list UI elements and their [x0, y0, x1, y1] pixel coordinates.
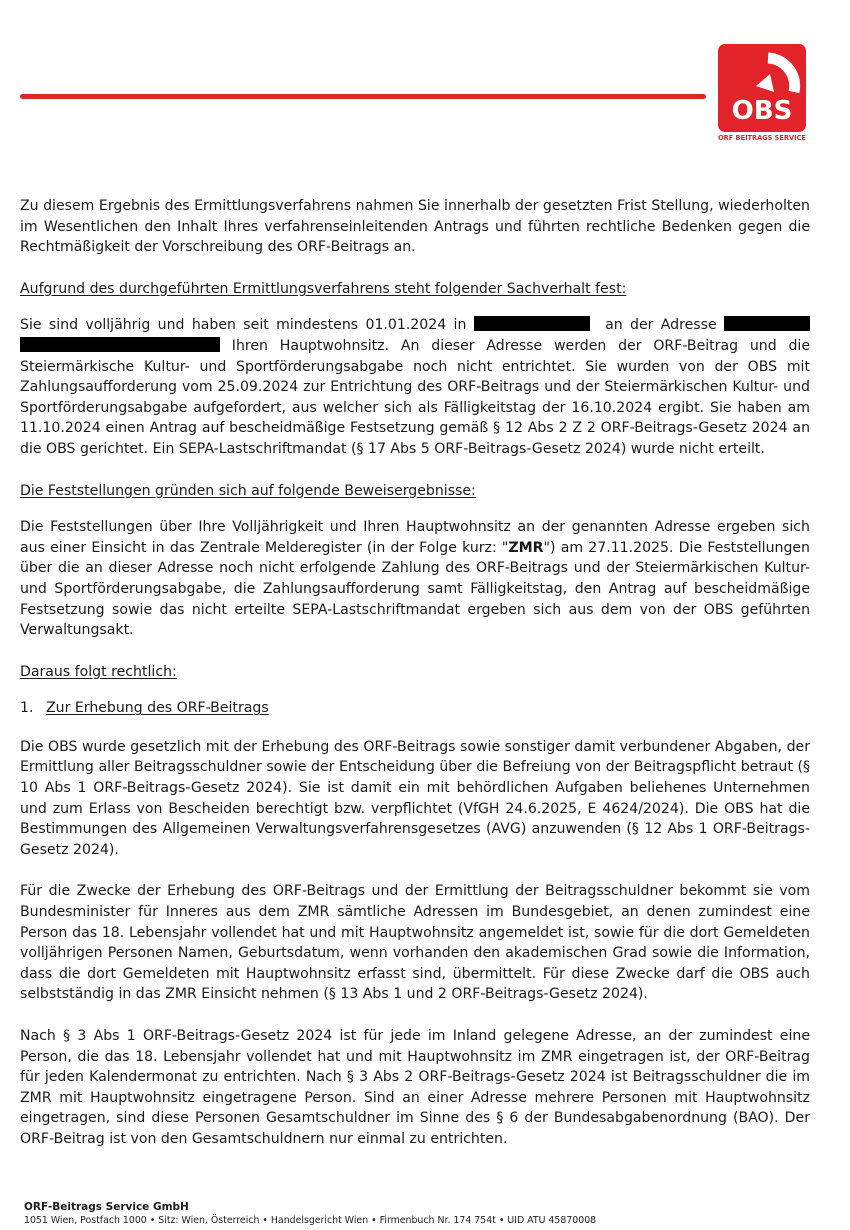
heading-rechtlich: Daraus folgt rechtlich:: [20, 663, 177, 680]
section-1-heading: [20, 698, 810, 719]
paragraph-sachverhalt: [20, 315, 810, 459]
paragraph-beweisergebnisse: [20, 517, 810, 641]
redacted-address-part1: [724, 316, 810, 331]
sachverhalt-text-a: Sie sind volljährig und haben seit mindestens 01.01.2024 in: [20, 317, 467, 334]
beweis-text-b: ") am 27.11.2025. Die Feststellungen über die an dieser Adresse noch nicht erfolgende Zahlung des ORF-Beitrags und der Steiermärkischen Kultur- und Sportförderungsabgabe, die Zahlungsaufforderung samt Fälligkeitstag, den Antrag auf bescheidmäßige Festsetzung sowie das nicht erteilte SEPA-Lastschriftmandat ergeben sich aus dem von der OBS geführten Verwaltungsakt.: [20, 539, 810, 639]
heading-beweisergebnisse: Die Feststellungen gründen sich auf folgende Beweisergebnisse:: [20, 482, 476, 499]
footer-company-name: ORF-Beitrags Service GmbH: [24, 1201, 189, 1213]
paragraph-intro: Zu diesem Ergebnis des Ermittlungsverfahrens nahmen Sie innerhalb der gesetzten Frist Stellung, wiederholten im Wesentlichen den Inhalt Ihres verfahrenseinleitenden Antrags und führten rechtliche Bedenken gegen die Rechtmäßigkeit der Vorschreibung des ORF-Beitrags an.: [20, 198, 810, 256]
paragraph-obs-befugnis: Die OBS wurde gesetzlich mit der Erhebung des ORF-Beitrags sowie sonstiger damit verbundener Abgaben, der Ermittlung aller Beitragsschuldner sowie der Entscheidung über die Befreiung von der Beitragspflicht betraut (§ 10 Abs 1 ORF-Beitrags-Gesetz 2024). Sie ist damit ein mit behördlichen Aufgaben beliehenes Unternehmen und zum Erlass von Bescheiden berechtigt bzw. verpflichtet (VfGH 24.6.2025, E 4624/2024). Die OBS hat die Bestimmungen des Allgemeinen Verwaltungsverfahrensgesetzes (AVG) anzuwenden (§ 12 Abs 1 ORF-Beitrags-Gesetz 2024).: [20, 738, 810, 858]
footer-company-details: 1051 Wien, Postfach 1000 • Sitz: Wien, Österreich • Handelsgericht Wien • Firmenbuch Nr. 174 754t • UID ATU 45870008: [24, 1215, 597, 1226]
obs-logo: [718, 44, 806, 144]
sachverhalt-text-c: Ihren Hauptwohnsitz. An dieser Adresse werden der ORF-Beitrag und die Steiermärkische Kultur- und Sportförderungsabgabe noch nicht entrichtet. Sie wurden von der OBS mit Zahlungsaufforderung vom 25.09.2024 zur Entrichtung des ORF-Beitrags und der Steiermärkischen Kultur- und Sportförderungsabgabe aufgefordert, aus welcher sich als Fälligkeitstag der 16.10.2024 ergibt. Sie haben am 11.10.2024 einen Antrag auf bescheidmäßige Festsetzung gemäß § 12 Abs 2 Z 2 ORF-Beitrags-Gesetz 2024 an die OBS gerichtet. Ein SEPA-Lastschriftmandat (§ 17 Abs 5 ORF-Beitrags-Gesetz 2024) wurde nicht erteilt.: [20, 337, 810, 457]
sachverhalt-text-b: an der Adresse: [605, 317, 717, 334]
obs-logo-subtitle: ORF BEITRAGS SERVICE: [718, 134, 806, 142]
zmr-abbreviation: ZMR: [508, 539, 544, 556]
redacted-address-part2: [20, 337, 220, 352]
paragraph-beitragspflicht: Nach § 3 Abs 1 ORF-Beitrags-Gesetz 2024 ist für jede im Inland gelegene Adresse, an der zumindest eine Person, die das 18. Lebensjahr vollendet hat und mit Hauptwohnsitz im ZMR eingetragen ist, der ORF-Beitrag für jeden Kalendermonat zu entrichten. Nach § 3 Abs 2 ORF-Beitrags-Gesetz 2024 ist Beitragsschuldner die im ZMR mit Hauptwohnsitz eingetragene Person. Sind an einer Adresse mehrere Personen mit Hauptwohnsitz eingetragen, sind diese Personen Gesamtschuldner im Sinne des § 6 der Bundesabgabenordnung (BAO). Der ORF-Beitrag ist von den Gesamtschuldnern nur einmal zu entrichten.: [20, 1028, 810, 1147]
beweis-text-a: Die Feststellungen über Ihre Volljährigkeit und Ihren Hauptwohnsitz an der genannten Adresse ergeben sich aus einer Einsicht in das Zentrale Melderegister (in der Folge kurz: ": [20, 519, 810, 556]
redacted-location: [474, 316, 590, 331]
obs-logo-text: OBS: [731, 96, 793, 126]
section-1-title: Zur Erhebung des ORF-Beitrags: [46, 700, 269, 717]
letter-body: [20, 196, 810, 1171]
section-1-number: 1.: [20, 700, 34, 717]
obs-logo-box: [718, 44, 806, 132]
header-red-line: [20, 94, 706, 99]
heading-sachverhalt: Aufgrund des durchgeführten Ermittlungsverfahrens steht folgender Sachverhalt fest:: [20, 280, 627, 297]
footer: [24, 1201, 824, 1227]
paragraph-zmr-daten: Für die Zwecke der Erhebung des ORF-Beitrags und der Ermittlung der Beitragsschuldner bekommt sie vom Bundesminister für Inneres aus dem ZMR sämtliche Adressen im Bundesgebiet, an denen zumindest eine Person das 18. Lebensjahr vollendet hat und mit Hauptwohnsitz angemeldet ist, sowie für die dort Gemeldeten volljährigen Personen Namen, Geburtsdatum, wenn vorhanden den akademischen Grad sowie die Information, dass die dort Gemeldeten mit Hauptwohnsitz erfasst sind, übermittelt. Für diese Zwecke darf die OBS auch selbstständig in das ZMR Einsicht nehmen (§ 13 Abs 1 und 2 ORF-Beitrags-Gesetz 2024).: [20, 883, 810, 1003]
